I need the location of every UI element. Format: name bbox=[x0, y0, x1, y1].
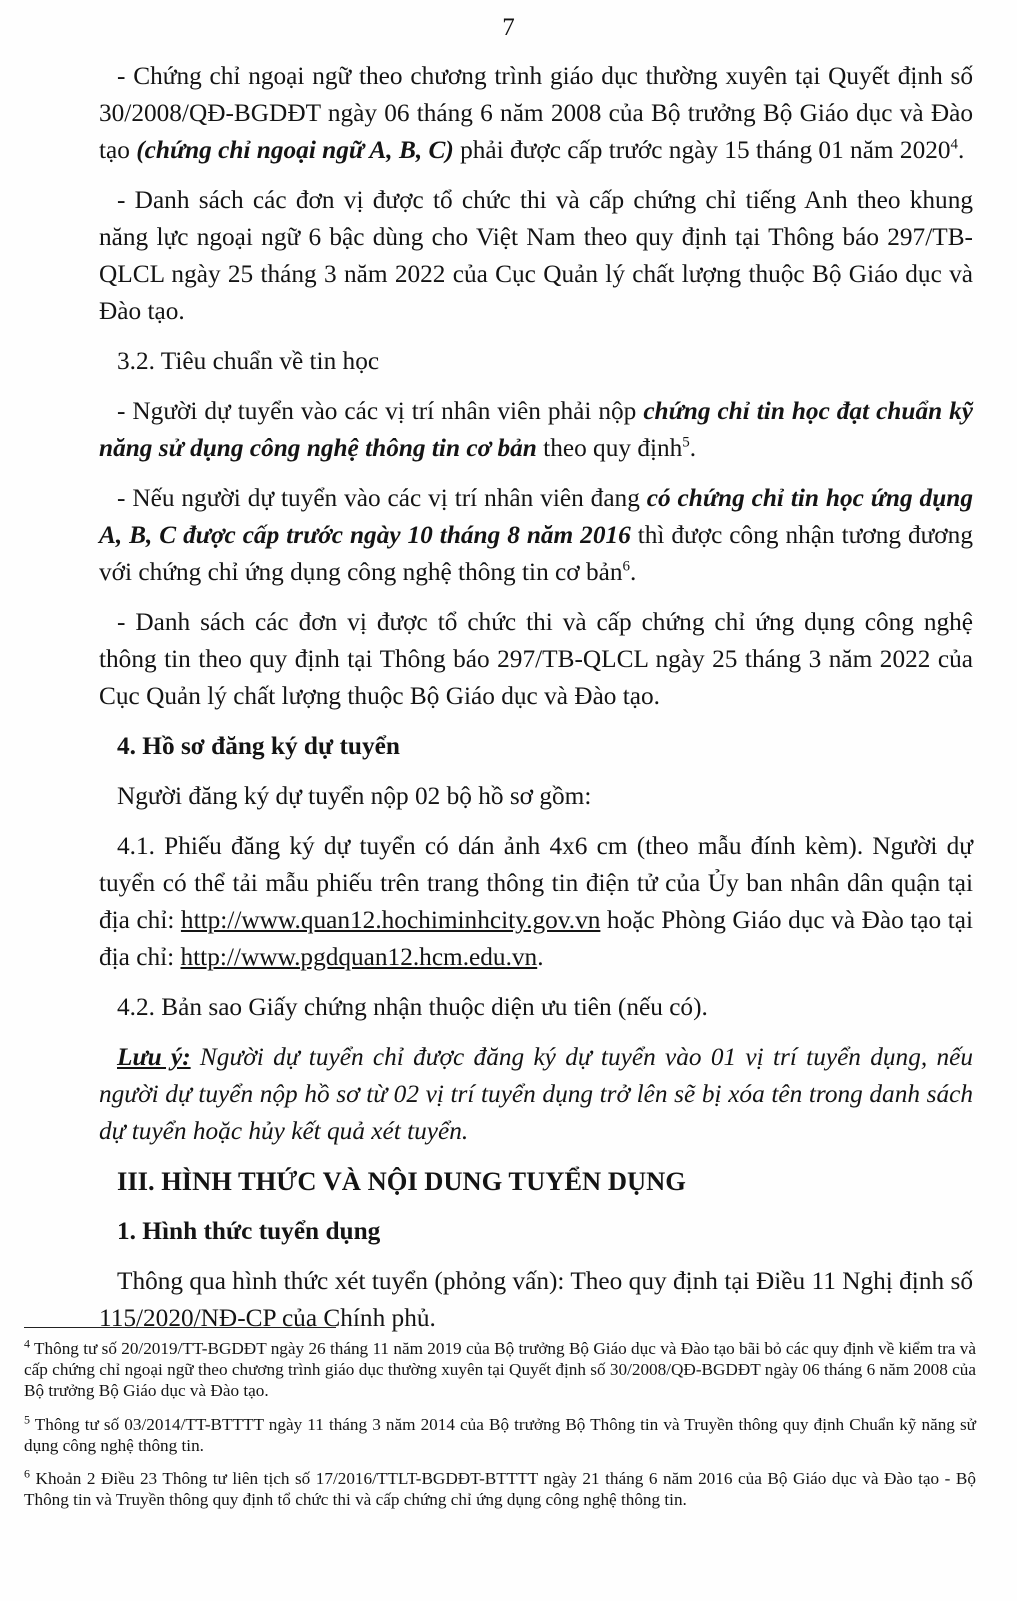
paragraph-priority-certificate: 4.2. Bản sao Giấy chứng nhận thuộc diện ưu tiên (nếu có). bbox=[117, 993, 708, 1021]
paragraph-it-certificate-required: - Người dự tuyển vào các vị trí nhân viên phải nộp chứng chỉ tin học đạt chuẩn kỹ năng sử dụng công nghệ thông tin cơ bản theo quy định$^5$. bbox=[99, 397, 974, 462]
heading-section-iii: III. HÌNH THỨC VÀ NỘI DUNG TUYỂN DỤNG bbox=[117, 1166, 686, 1196]
link-quan12-website[interactable]: http://www.quan12.hochiminhcity.gov.vn bbox=[180, 906, 601, 934]
emphasis-it-basic: chứng chỉ tin học đạt chuẩn kỹ năng sử dụng công nghệ thông tin cơ bản bbox=[99, 397, 974, 462]
paragraph-note: Lưu ý: Người dự tuyển chỉ được đăng ký dự tuyển vào 01 vị trí tuyển dụng, nếu người dự tuyển nộp hồ sơ từ 02 vị trí tuyển dụng trở lên sẽ bị xóa tên trong danh sách dự tuyển hoặc hủy kết quả xét tuyển. bbox=[99, 1043, 973, 1145]
heading-recruitment-form: 1. Hình thức tuyển dụng bbox=[117, 1217, 381, 1245]
footnote-ref-5[interactable]: 5 bbox=[682, 434, 690, 451]
footnote-4: $^4$ Thông tư số 20/2019/TT-BGDĐT ngày 26 tháng 11 năm 2019 của Bộ trưởng Bộ Giáo dục và Đào tạo bãi bỏ các quy định về kiểm tra và cấp chứng chỉ ngoại ngữ theo chương trình giáo dục thường xuyên tại Quyết định số 30/2008/QĐ-BGDĐT ngày 06 tháng 6 năm 2008 của Bộ trưởng Bộ Giáo dục và Đào tạo. bbox=[24, 1336, 976, 1400]
note-label: Lưu ý: bbox=[117, 1043, 191, 1071]
paragraph-english-test-units: - Danh sách các đơn vị được tổ chức thi và cấp chứng chỉ tiếng Anh theo khung năng lực ngoại ngữ 6 bậc dùng cho Việt Nam theo quy định tại Thông báo 297/TB-QLCL ngày 25 tháng 3 năm 2022 của Cục Quản lý chất lượng thuộc Bộ Giáo dục và Đào tạo. bbox=[99, 186, 973, 325]
page-number: 7 bbox=[502, 14, 515, 41]
footnote-6: $^6$ Khoản 2 Điều 23 Thông tư liên tịch số 17/2016/TTLT-BGDĐT-BTTTT ngày 21 tháng 6 năm 2016 của Bộ Giáo dục và Đào tạo - Bộ Thông tin và Truyền thông quy định tổ chức thi và cấp chứng chỉ ứng dụng công nghệ thông tin. bbox=[24, 1466, 976, 1509]
paragraph-it-test-units: - Danh sách các đơn vị được tổ chức thi và cấp chứng chỉ ứng dụng công nghệ thông tin theo quy định tại Thông báo 297/TB-QLCL ngày 25 tháng 3 năm 2022 của Cục Quản lý chất lượng thuộc Bộ Giáo dục và Đào tạo. bbox=[99, 608, 973, 710]
main-body bbox=[99, 58, 973, 1350]
paragraph-registration-form: 4.1. Phiếu đăng ký dự tuyển có dán ảnh 4x6 cm (theo mẫu đính kèm). Người dự tuyển có thể tải mẫu phiếu trên trang thông tin điện tử của Ủy ban nhân dân quận tại địa chỉ: http://www.quan12.hochiminhcity.gov.vn hoặc Phòng Giáo dục và Đào tạo tại địa chỉ: http://www.pgdquan12.hcm.edu.vn. bbox=[99, 832, 973, 971]
paragraph-dossier-intro: Người đăng ký dự tuyển nộp 02 bộ hồ sơ gồm: bbox=[117, 782, 592, 810]
heading-it-standard: 3.2. Tiêu chuẩn về tin học bbox=[117, 347, 380, 375]
paragraph-recruitment-method: Thông qua hình thức xét tuyển (phỏng vấn): Theo quy định tại Điều 11 Nghị định số 115/2020/NĐ-CP của Chính phủ. bbox=[99, 1267, 973, 1332]
footnote-divider bbox=[24, 1327, 336, 1328]
footnote-5: $^5$ Thông tư số 03/2014/TT-BTTTT ngày 11 tháng 3 năm 2014 của Bộ trưởng Bộ Thông tin và Truyền thông quy định Chuẩn kỹ năng sử dụng công nghệ thông tin. bbox=[24, 1412, 976, 1455]
emphasis-certificate-abc: (chứng chỉ ngoại ngữ A, B, C) bbox=[136, 136, 454, 164]
link-pgd-website[interactable]: http://www.pgdquan12.hcm.edu.vn bbox=[180, 943, 538, 971]
paragraph-it-equivalence: - Nếu người dự tuyển vào các vị trí nhân viên đang có chứng chỉ tin học ứng dụng A, B, C được cấp trước ngày 10 tháng 8 năm 2016 thì được công nhận tương đương với chứng chỉ ứng dụng công nghệ thông tin cơ bản$^6$. bbox=[99, 484, 973, 586]
emphasis-it-abc-date: có chứng chỉ tin học ứng dụng A, B, C được cấp trước ngày 10 tháng 8 năm 2016 bbox=[99, 484, 973, 549]
paragraph-foreign-language-certificate: - Chứng chỉ ngoại ngữ theo chương trình giáo dục thường xuyên tại Quyết định số 30/2008/QĐ-BGDĐT ngày 06 tháng 6 năm 2008 của Bộ trưởng Bộ Giáo dục và Đào tạo (chứng chỉ ngoại ngữ A, B, C) phải được cấp trước ngày 15 tháng 01 năm 2020$^4$. bbox=[99, 62, 973, 164]
heading-application-dossier: 4. Hồ sơ đăng ký dự tuyển bbox=[117, 732, 400, 760]
footnote-ref-6[interactable]: 6 bbox=[622, 558, 630, 575]
footnote-ref-4[interactable]: 4 bbox=[950, 136, 959, 153]
